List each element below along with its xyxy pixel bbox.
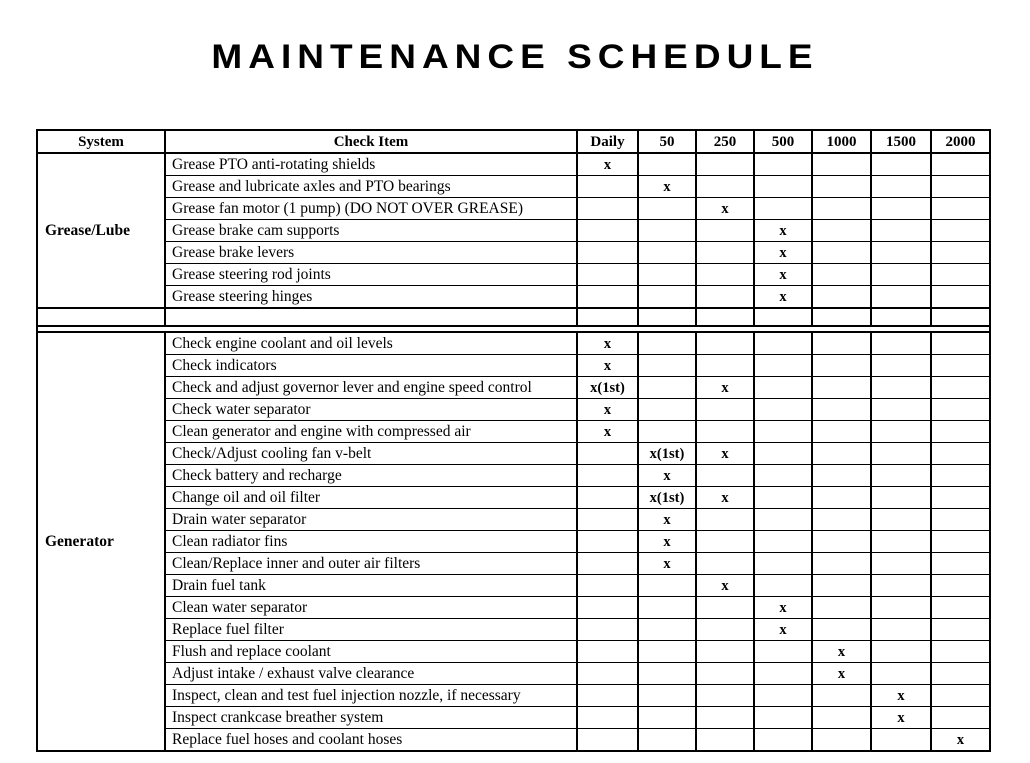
header-cell-2: Daily (577, 130, 638, 153)
mark-cell (577, 663, 638, 685)
mark-cell: x (812, 641, 871, 663)
check-item-cell: Flush and replace coolant (165, 641, 577, 663)
separator-cell (931, 308, 990, 326)
mark-cell (577, 575, 638, 597)
mark-cell (812, 332, 871, 355)
mark-cell: x (638, 531, 696, 553)
mark-cell (871, 332, 931, 355)
mark-cell (871, 487, 931, 509)
mark-cell: x (696, 575, 754, 597)
check-item-cell: Check engine coolant and oil levels (165, 332, 577, 355)
mark-cell (931, 619, 990, 641)
mark-cell (871, 553, 931, 575)
separator-row-group (37, 308, 990, 326)
page-title: MAINTENANCE SCHEDULE (211, 37, 819, 76)
table-row (37, 641, 990, 663)
mark-cell (754, 707, 812, 729)
header-row (37, 130, 990, 153)
mark-cell (812, 443, 871, 465)
mark-cell (577, 707, 638, 729)
table-row (37, 220, 990, 242)
mark-cell (812, 355, 871, 377)
table-row (37, 332, 990, 355)
mark-cell (931, 286, 990, 309)
table-row (37, 487, 990, 509)
mark-cell (754, 465, 812, 487)
mark-cell: x (577, 332, 638, 355)
mark-cell: x (577, 421, 638, 443)
mark-cell (577, 685, 638, 707)
header-cell-4: 250 (696, 130, 754, 153)
mark-cell (812, 198, 871, 220)
mark-cell: x (696, 443, 754, 465)
separator-cell (696, 308, 754, 326)
mark-cell: x (696, 198, 754, 220)
mark-cell (638, 355, 696, 377)
mark-cell (931, 377, 990, 399)
mark-cell: x (577, 153, 638, 176)
check-item-cell: Replace fuel hoses and coolant hoses (165, 729, 577, 752)
header-cell-5: 500 (754, 130, 812, 153)
mark-cell (638, 421, 696, 443)
mark-cell (577, 641, 638, 663)
mark-cell: x (638, 553, 696, 575)
table-header (37, 130, 990, 153)
mark-cell (812, 487, 871, 509)
mark-cell: x(1st) (577, 377, 638, 399)
mark-cell (754, 663, 812, 685)
table-row (37, 176, 990, 198)
table-row (37, 685, 990, 707)
header-cell-3: 50 (638, 130, 696, 153)
mark-cell (871, 641, 931, 663)
mark-cell (931, 707, 990, 729)
check-item-cell: Clean/Replace inner and outer air filters (165, 553, 577, 575)
mark-cell (577, 619, 638, 641)
table-row (37, 286, 990, 309)
mark-cell (812, 619, 871, 641)
table-row (37, 729, 990, 752)
mark-cell (812, 729, 871, 752)
mark-cell: x (754, 286, 812, 309)
mark-cell (696, 509, 754, 531)
mark-cell (754, 332, 812, 355)
mark-cell (754, 421, 812, 443)
mark-cell (577, 465, 638, 487)
mark-cell (931, 153, 990, 176)
mark-cell (754, 641, 812, 663)
table-row (37, 663, 990, 685)
check-item-cell: Grease fan motor (1 pump) (DO NOT OVER GREASE) (165, 198, 577, 220)
mark-cell (871, 729, 931, 752)
header-cell-0: System (37, 130, 165, 153)
mark-cell: x (577, 355, 638, 377)
mark-cell (871, 575, 931, 597)
mark-cell (638, 685, 696, 707)
mark-cell (638, 220, 696, 242)
mark-cell (754, 509, 812, 531)
mark-cell (812, 286, 871, 309)
mark-cell (577, 487, 638, 509)
check-item-cell: Check water separator (165, 399, 577, 421)
check-item-cell: Grease steering hinges (165, 286, 577, 309)
mark-cell (931, 421, 990, 443)
mark-cell (696, 286, 754, 309)
mark-cell (812, 685, 871, 707)
mark-cell (577, 220, 638, 242)
separator-cell (577, 308, 638, 326)
mark-cell: x (696, 487, 754, 509)
mark-cell: x (871, 685, 931, 707)
table-row (37, 553, 990, 575)
mark-cell (638, 597, 696, 619)
check-item-cell: Drain water separator (165, 509, 577, 531)
mark-cell (754, 355, 812, 377)
mark-cell (696, 707, 754, 729)
mark-cell (638, 286, 696, 309)
mark-cell: x (931, 729, 990, 752)
mark-cell (812, 377, 871, 399)
mark-cell (812, 153, 871, 176)
mark-cell (577, 597, 638, 619)
check-item-cell: Grease PTO anti-rotating shields (165, 153, 577, 176)
section-grease-lube (37, 153, 990, 308)
check-item-cell: Check battery and recharge (165, 465, 577, 487)
mark-cell (696, 153, 754, 176)
mark-cell (871, 443, 931, 465)
mark-cell (871, 264, 931, 286)
check-item-cell: Change oil and oil filter (165, 487, 577, 509)
system-cell: Generator (37, 332, 165, 751)
mark-cell: x (754, 597, 812, 619)
mark-cell (577, 286, 638, 309)
mark-cell (754, 377, 812, 399)
mark-cell (871, 355, 931, 377)
check-item-cell: Inspect crankcase breather system (165, 707, 577, 729)
mark-cell (812, 575, 871, 597)
mark-cell (754, 553, 812, 575)
mark-cell (871, 377, 931, 399)
table-row (37, 619, 990, 641)
mark-cell (696, 729, 754, 752)
separator-cell (871, 308, 931, 326)
mark-cell: x (812, 663, 871, 685)
mark-cell (812, 421, 871, 443)
mark-cell (754, 487, 812, 509)
table-row (37, 153, 990, 176)
check-item-cell: Drain fuel tank (165, 575, 577, 597)
mark-cell (931, 685, 990, 707)
mark-cell (871, 509, 931, 531)
mark-cell (754, 399, 812, 421)
mark-cell (638, 198, 696, 220)
check-item-cell: Clean generator and engine with compressed air (165, 421, 577, 443)
mark-cell (638, 153, 696, 176)
mark-cell (696, 663, 754, 685)
mark-cell (638, 707, 696, 729)
table-row (37, 509, 990, 531)
mark-cell (812, 707, 871, 729)
mark-cell (754, 198, 812, 220)
mark-cell (696, 242, 754, 264)
header-cell-7: 1500 (871, 130, 931, 153)
mark-cell (931, 198, 990, 220)
mark-cell (812, 220, 871, 242)
separator-cell (754, 308, 812, 326)
mark-cell (696, 220, 754, 242)
mark-cell (577, 242, 638, 264)
mark-cell (931, 575, 990, 597)
mark-cell: x (638, 176, 696, 198)
table-row (37, 198, 990, 220)
header-cell-1: Check Item (165, 130, 577, 153)
mark-cell (871, 399, 931, 421)
mark-cell (812, 264, 871, 286)
mark-cell (871, 176, 931, 198)
system-cell: Grease/Lube (37, 153, 165, 308)
mark-cell (577, 553, 638, 575)
mark-cell (754, 729, 812, 752)
table-row (37, 707, 990, 729)
mark-cell (812, 597, 871, 619)
check-item-cell: Check and adjust governor lever and engine speed control (165, 377, 577, 399)
mark-cell (871, 220, 931, 242)
mark-cell (931, 663, 990, 685)
mark-cell (812, 531, 871, 553)
mark-cell (931, 487, 990, 509)
mark-cell (638, 332, 696, 355)
mark-cell (754, 176, 812, 198)
mark-cell (696, 332, 754, 355)
mark-cell (931, 332, 990, 355)
check-item-cell: Check/Adjust cooling fan v-belt (165, 443, 577, 465)
separator-row (37, 308, 990, 326)
mark-cell (931, 399, 990, 421)
table-row (37, 377, 990, 399)
mark-cell (638, 663, 696, 685)
check-item-cell: Clean radiator fins (165, 531, 577, 553)
mark-cell: x(1st) (638, 443, 696, 465)
mark-cell (638, 619, 696, 641)
mark-cell (871, 465, 931, 487)
table-row (37, 399, 990, 421)
mark-cell: x (754, 242, 812, 264)
table-row (37, 242, 990, 264)
mark-cell (931, 264, 990, 286)
table-row (37, 421, 990, 443)
mark-cell: x (754, 264, 812, 286)
mark-cell (638, 575, 696, 597)
check-item-cell: Grease steering rod joints (165, 264, 577, 286)
mark-cell (638, 641, 696, 663)
mark-cell (871, 619, 931, 641)
mark-cell (696, 641, 754, 663)
separator-cell (812, 308, 871, 326)
mark-cell (577, 509, 638, 531)
mark-cell (638, 377, 696, 399)
mark-cell (931, 443, 990, 465)
table-row (37, 264, 990, 286)
table-row (37, 443, 990, 465)
mark-cell: x (638, 509, 696, 531)
check-item-cell: Replace fuel filter (165, 619, 577, 641)
check-item-cell: Grease brake levers (165, 242, 577, 264)
check-item-cell: Adjust intake / exhaust valve clearance (165, 663, 577, 685)
check-item-cell: Clean water separator (165, 597, 577, 619)
section-generator (37, 332, 990, 751)
mark-cell (812, 553, 871, 575)
mark-cell (577, 198, 638, 220)
mark-cell (871, 663, 931, 685)
mark-cell: x (577, 399, 638, 421)
separator-cell (37, 308, 165, 326)
mark-cell (696, 176, 754, 198)
mark-cell: x (754, 220, 812, 242)
mark-cell (754, 575, 812, 597)
check-item-cell: Grease and lubricate axles and PTO bearings (165, 176, 577, 198)
mark-cell (812, 242, 871, 264)
mark-cell: x (638, 465, 696, 487)
table-row (37, 355, 990, 377)
check-item-cell: Grease brake cam supports (165, 220, 577, 242)
mark-cell (696, 685, 754, 707)
mark-cell (638, 264, 696, 286)
mark-cell (696, 399, 754, 421)
table-row (37, 575, 990, 597)
mark-cell (577, 176, 638, 198)
mark-cell (696, 264, 754, 286)
mark-cell (577, 443, 638, 465)
mark-cell (696, 619, 754, 641)
check-item-cell: Check indicators (165, 355, 577, 377)
mark-cell: x(1st) (638, 487, 696, 509)
mark-cell (577, 729, 638, 752)
mark-cell (754, 153, 812, 176)
mark-cell (696, 355, 754, 377)
mark-cell (754, 685, 812, 707)
mark-cell (931, 531, 990, 553)
mark-cell (638, 242, 696, 264)
mark-cell (696, 421, 754, 443)
mark-cell (696, 597, 754, 619)
mark-cell (754, 443, 812, 465)
mark-cell (871, 421, 931, 443)
mark-cell (577, 264, 638, 286)
mark-cell (638, 399, 696, 421)
mark-cell (812, 399, 871, 421)
mark-cell (577, 531, 638, 553)
maintenance-table (36, 129, 991, 752)
mark-cell (812, 465, 871, 487)
table-row (37, 531, 990, 553)
mark-cell (931, 465, 990, 487)
mark-cell: x (871, 707, 931, 729)
mark-cell (931, 242, 990, 264)
mark-cell (931, 509, 990, 531)
mark-cell (871, 531, 931, 553)
separator-cell (165, 308, 577, 326)
mark-cell (871, 153, 931, 176)
mark-cell (871, 597, 931, 619)
mark-cell (812, 176, 871, 198)
mark-cell (696, 531, 754, 553)
mark-cell (931, 220, 990, 242)
mark-cell (638, 729, 696, 752)
table-row (37, 597, 990, 619)
mark-cell (696, 465, 754, 487)
mark-cell: x (754, 619, 812, 641)
mark-cell (754, 531, 812, 553)
check-item-cell: Inspect, clean and test fuel injection nozzle, if necessary (165, 685, 577, 707)
mark-cell (871, 286, 931, 309)
mark-cell (871, 242, 931, 264)
mark-cell (931, 176, 990, 198)
separator-cell (638, 308, 696, 326)
mark-cell (812, 509, 871, 531)
mark-cell (931, 355, 990, 377)
mark-cell (871, 198, 931, 220)
mark-cell (931, 597, 990, 619)
mark-cell (931, 641, 990, 663)
header-cell-6: 1000 (812, 130, 871, 153)
mark-cell (696, 553, 754, 575)
mark-cell: x (696, 377, 754, 399)
mark-cell (931, 553, 990, 575)
header-cell-8: 2000 (931, 130, 990, 153)
table-row (37, 465, 990, 487)
